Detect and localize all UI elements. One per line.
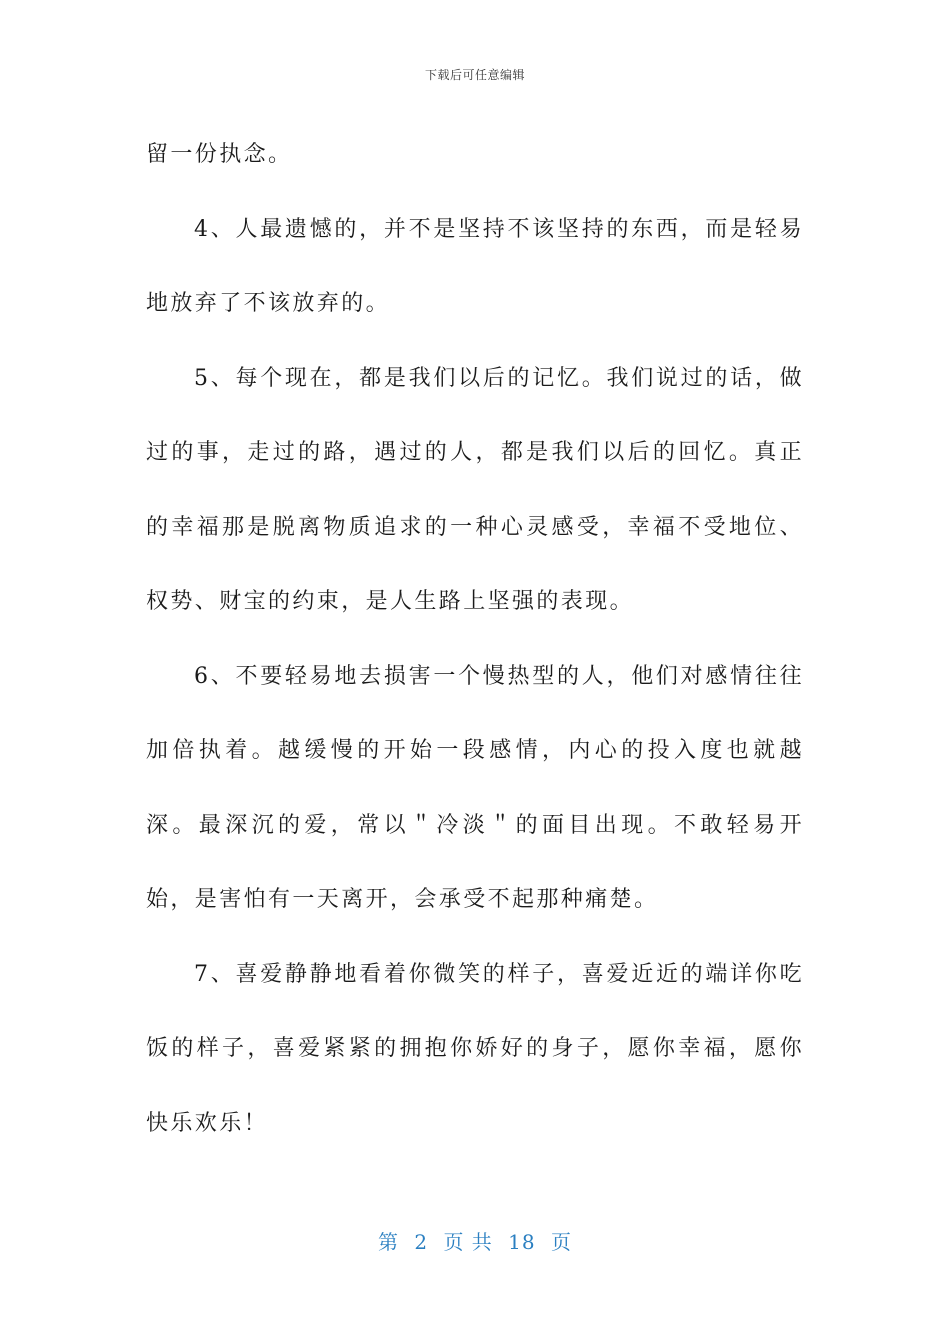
paragraph-item-5: 5、每个现在，都是我们以后的记忆。我们说过的话，做过的事，走过的路，遇过的人，都是我们以后的回忆。真正的幸福那是脱离物质追求的一种心灵感受，幸福不受地位、权势、财宝的约束，是人生路上坚强的表现。: [146, 365, 804, 614]
footer-current-page: 2: [414, 1230, 429, 1254]
footer-middle: 页 共: [443, 1230, 493, 1254]
paragraph-item-4: 4、人最遗憾的，并不是坚持不该坚持的东西，而是轻易地放弃了不该放弃的。: [146, 216, 804, 316]
document-body: [146, 118, 804, 1161]
footer-total-pages: 18: [508, 1230, 536, 1254]
header-note: 下载后可任意编辑: [424, 68, 525, 82]
page-footer: [0, 1226, 950, 1255]
paragraph-continuation: 留一份执念。: [146, 142, 293, 167]
paragraph-item-6: 6、不要轻易地去损害一个慢热型的人，他们对感情往往加倍执着。越缓慢的开始一段感情，内心的投入度也就越深。最深沉的爱，常以＂冷淡＂的面目出现。不敢轻易开始，是害怕有一天离开，会承受不起那种痛楚。: [146, 663, 804, 912]
footer-prefix: 第: [378, 1230, 399, 1254]
footer-suffix: 页: [550, 1230, 572, 1254]
paragraph-item-7: 7、喜爱静静地看着你微笑的样子，喜爱近近的端详你吃饭的样子，喜爱紧紧的拥抱你娇好的身子，愿你幸福，愿你快乐欢乐！: [146, 961, 804, 1136]
